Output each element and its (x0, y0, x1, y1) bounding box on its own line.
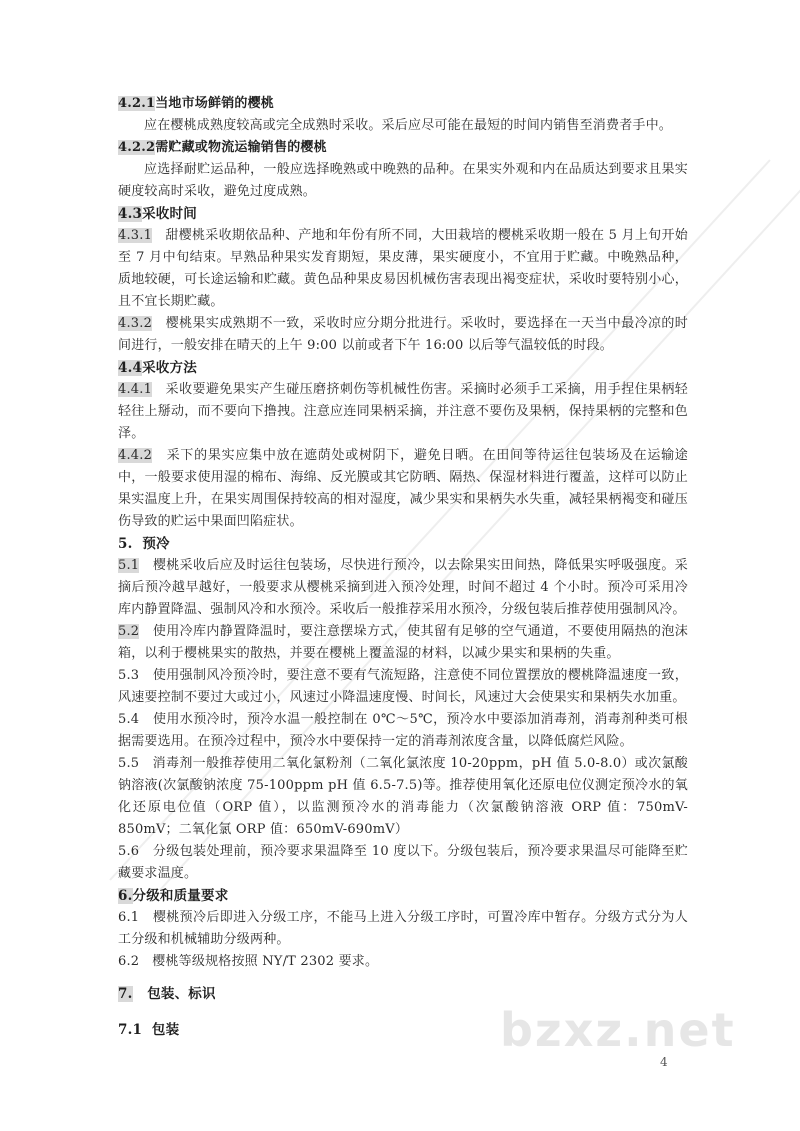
heading-4-2-1: 4.2.1当地市场鲜销的樱桃 (118, 96, 275, 111)
page-number: 4 (660, 1055, 668, 1069)
paragraph-4-2-2: 应选择耐贮运品种，一般应选择晚熟或中晚熟的品种。在果实外观和内在品质达到要求且果实硬度较高时采收，避免过度成熟。 (118, 162, 688, 199)
document-body (118, 93, 688, 1041)
paragraph-5-4: 5.4 使用水预冷时，预冷水温一般控制在 0℃～5℃，预冷水中要添加消毒剂，消毒剂种类可根据需要选用。在预冷过程中，预冷水中要保持一定的消毒剂浓度含量，以降低腐烂风险。 (118, 712, 688, 749)
heading-4-4: 4.4采收方法 (118, 360, 197, 376)
paragraph-4-3-1: 4.3.1 甜樱桃采收期依品种、产地和年份有所不同，大田栽培的樱桃采收期一般在 5 月上旬开始至 7 月中旬结束。早熟品种果实发育期短，果皮薄，果实硬度小，不宜用于贮藏。中晚熟品种，质地较硬，可长途运输和贮藏。黄色品种果皮易因机械伤害表现出褐变症状，采收时要特别小心，且不宜长期贮藏。 (118, 228, 688, 309)
paragraph-5-5: 5.5 消毒剂一般推荐使用二氧化氯粉剂（二氧化氯浓度 10-20ppm，pH 值 5.0-8.0）或次氯酸钠溶液(次氯酸钠浓度 75-100ppm pH 值 6.5-7.5)等。推荐使用氧化还原电位仪测定预冷水的氧化还原电位值（ORP 值），以监测预冷水的消毒能力（次氯酸钠溶液 ORP 值：750mV-850mV；二氧化氯 ORP 值：650mV-690mV） (118, 756, 688, 837)
heading-5: 5. 预冷 (118, 536, 170, 552)
paragraph-4-4-1: 4.4.1 采收要避免果实产生碰压磨挤刺伤等机械性伤害。采摘时必须手工采摘，用手捏住果柄轻轻往上掰动，而不要向下撸拽。注意应连同果柄采摘，并注意不要伤及果柄，保持果柄的完整和色泽。 (118, 382, 688, 441)
paragraph-5-6: 5.6 分级包装处理前，预冷要求果温降至 10 度以下。分级包装后，预冷要求果温尽可能降至贮藏要求温度。 (118, 844, 688, 881)
heading-7: 7. 包装、标识 (118, 986, 216, 1002)
paragraph-5-2: 5.2 使用冷库内静置降温时，要注意摆垛方式，使其留有足够的空气通道，不要使用隔热的泡沫箱，以利于樱桃果实的散热，并要在樱桃上覆盖湿的材料，以减少果实和果柄的失重。 (118, 624, 688, 661)
heading-6: 6.分级和质量要求 (118, 888, 229, 904)
paragraph-6-2: 6.2 樱桃等级规格按照 NY/T 2302 要求。 (118, 954, 379, 969)
paragraph-4-4-2: 4.4.2 采下的果实应集中放在遮荫处或树阴下，避免日晒。在田间等待运往包装场及在运输途中，一般要求使用湿的棉布、海绵、反光膜或其它防晒、隔热、保湿材料进行覆盖，这样可以防止果实温度上升，在果实周围保持较高的相对湿度，减少果实和果柄失水失重，减轻果柄褐变和碰压伤导致的贮运中果面凹陷症状。 (118, 448, 689, 529)
heading-7-1: 7.1 包装 (118, 1022, 180, 1038)
heading-4-2-2: 4.2.2需贮藏或物流运输销售的樱桃 (118, 140, 327, 155)
paragraph-4-3-2: 4.3.2 樱桃果实成熟期不一致，采收时应分期分批进行。采收时，要选择在一天当中最冷凉的时间进行，一般安排在晴天的上午 9:00 以前或者下午 16:00 以后等气温较低的时段。 (118, 316, 688, 353)
paragraph-5-3: 5.3 使用强制风冷预冷时，要注意不要有气流短路，注意使不同位置摆放的樱桃降温速度一致，风速要控制不要过大或过小，风速过小降温速度慢、时间长，风速过大会使果实和果柄失水加重。 (118, 668, 688, 705)
paragraph-4-2-1: 应在樱桃成熟度较高或完全成熟时采收。采后应尽可能在最短的时间内销售至消费者手中。 (144, 118, 673, 133)
watermark-text: bzxz.net (500, 1003, 736, 1057)
paragraph-6-1: 6.1 樱桃预冷后即进入分级工序，不能马上进入分级工序时，可置冷库中暂存。分级方式分为人工分级和机械辅助分级两种。 (118, 910, 688, 947)
heading-4-3: 4.3采收时间 (118, 206, 197, 222)
paragraph-5-1: 5.1 樱桃采收后应及时运往包装场，尽快进行预冷，以去除果实田间热，降低果实呼吸强度。采摘后预冷越早越好，一般要求从樱桃采摘到进入预冷处理，时间不超过 4 个小时。预冷可采用冷库内静置降温、强制风冷和水预冷。采收后一般推荐采用水预冷，分级包装后推荐使用强制风冷。 (118, 558, 688, 617)
